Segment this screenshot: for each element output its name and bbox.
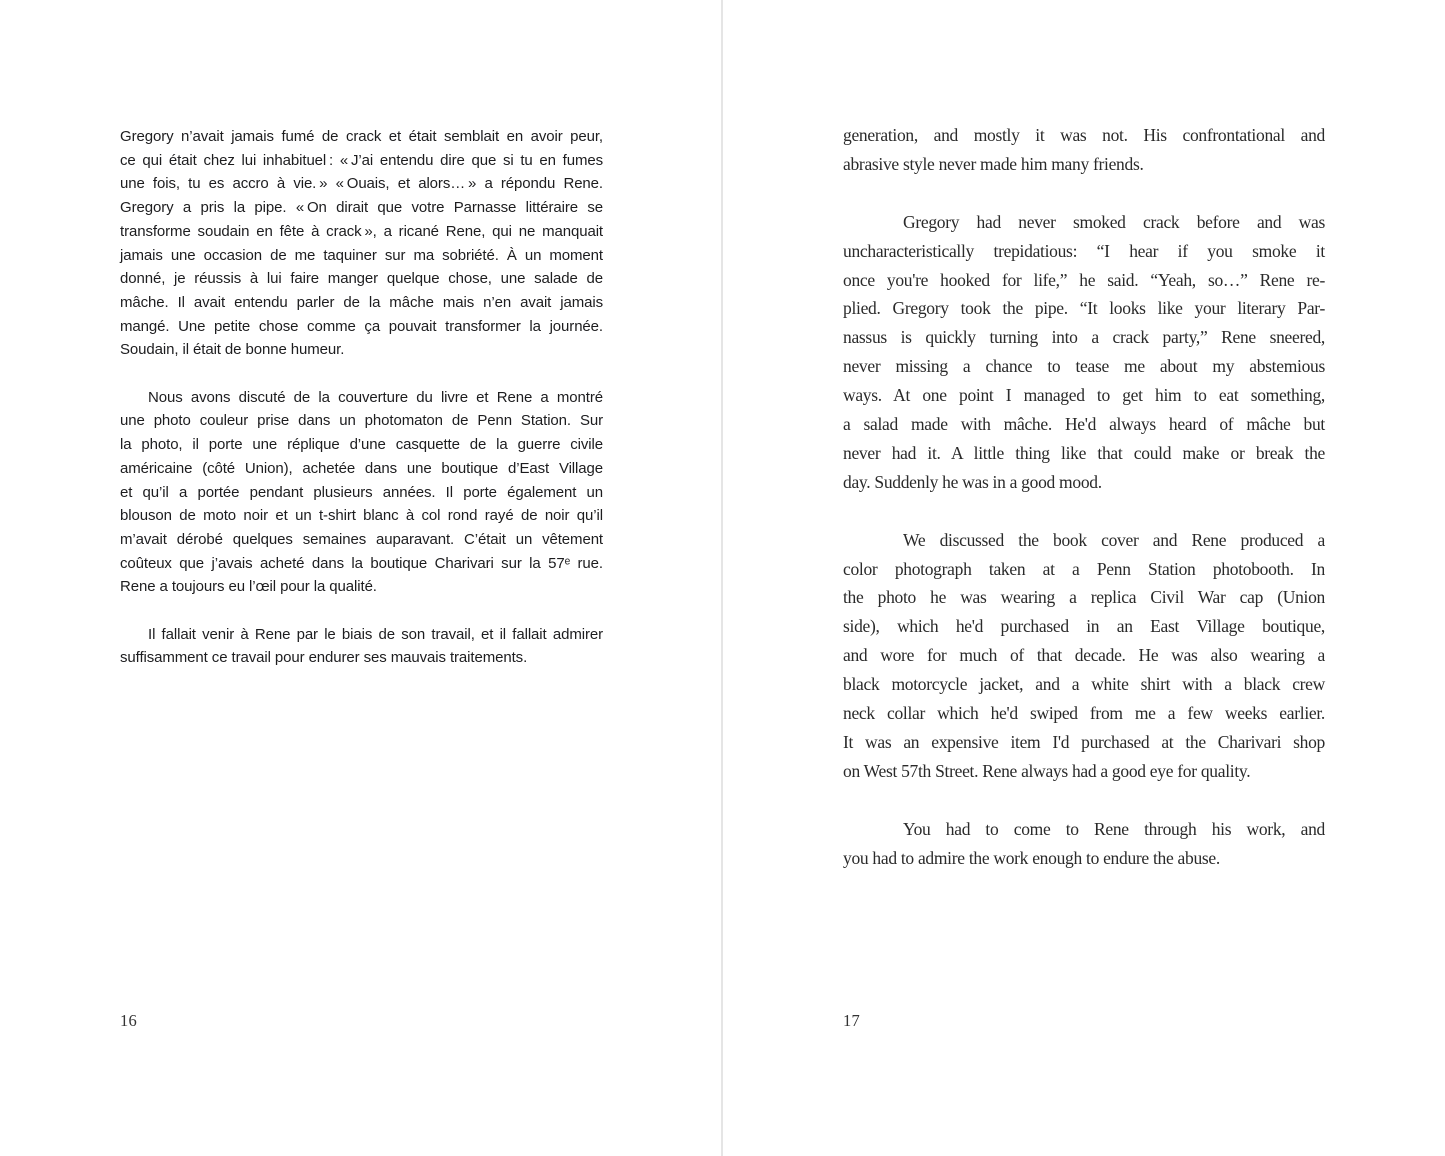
text-line: never missing a chance to tease me about my abstemious — [843, 356, 1325, 377]
text-line: neck collar which he'd swiped from me a few weeks earlier. — [843, 703, 1325, 724]
text-line: donné, je réussis à lui faire manger quelque chose, une salade de — [120, 270, 603, 288]
page-number-right: 17 — [843, 1011, 860, 1030]
text-line: Nous avons discuté de la couverture du livre et Rene a montré — [148, 388, 603, 406]
text-line: nassus is quickly turning into a crack party,” Rene sneered, — [843, 327, 1325, 348]
text-line: the photo he was wearing a replica Civil War cap (Union — [843, 587, 1325, 608]
text-line: black motorcycle jacket, and a white shirt with a black crew — [843, 674, 1325, 695]
text-line: une fois, tu es accro à vie. » « Ouais, et alors… » a répondu Rene. — [120, 175, 603, 193]
text-line: Gregory had never smoked crack before and was — [903, 211, 1325, 232]
text-line: Il fallait venir à Rene par le biais de son travail, et il fallait admirer — [148, 625, 603, 643]
paragraph — [120, 386, 603, 599]
text-line: jamais une occasion de me taquiner sur ma sobriété. À un moment — [120, 246, 603, 264]
text-line: ce qui était chez lui inhabituel : « J’ai entendu dire que si tu en fumes — [120, 151, 603, 169]
text-line: blouson de moto noir et un t-shirt blanc à col rond rayé de noir qu’il — [120, 507, 603, 525]
text-line: et qu’il a portée pendant plusieurs années. Il porte également un — [120, 483, 603, 501]
text-line: day. Suddenly he was in a good mood. — [843, 471, 1102, 492]
text-line: and wore for much of that decade. He was also wearing a — [843, 645, 1325, 666]
text-line: mangé. Une petite chose comme ça pouvait transformer la journée. — [120, 317, 603, 335]
page-number-left: 16 — [120, 1011, 137, 1030]
text-line: mâche. Il avait entendu parler de la mâche mais n’en avait jamais — [120, 293, 603, 311]
text-line: Rene a toujours eu l’œil pour la qualité. — [120, 578, 377, 596]
paragraph — [843, 526, 1325, 786]
text-line: never had it. A little thing like that could make or break the — [843, 442, 1325, 463]
text-line: It was an expensive item I'd purchased at the Charivari shop — [843, 732, 1325, 752]
text-line: color photograph taken at a Penn Station photobooth. In — [843, 558, 1325, 579]
text-line: coûteux que j’avais acheté dans la boutique Charivari sur la 57ᵉ rue. — [120, 554, 603, 572]
text-line: you had to admire the work enough to endure the abuse. — [843, 847, 1220, 868]
text-line: la photo, il porte une réplique d’une casquette de la guerre civile — [120, 436, 603, 454]
paragraph — [120, 125, 603, 362]
text-line: Gregory n’avait jamais fumé de crack et était semblait en avoir peur, — [120, 128, 603, 145]
text-line: Soudain, il était de bonne humeur. — [120, 341, 345, 359]
text-line: plied. Gregory took the pipe. “It looks like your literary Par- — [843, 298, 1325, 319]
paragraph — [843, 815, 1325, 873]
text-line: on West 57th Street. Rene always had a good eye for quality. — [843, 760, 1251, 781]
paragraph — [120, 623, 603, 670]
text-line: generation, and mostly it was not. His confrontational and — [843, 125, 1325, 145]
text-line: uncharacteristically trepidatious: “I hear if you smoke it — [843, 240, 1325, 261]
paragraph — [843, 121, 1325, 179]
text-line: We discussed the book cover and Rene produced a — [903, 529, 1325, 550]
text-line: transforme soudain en fête à crack », a ricané Rene, qui ne manquait — [120, 222, 603, 240]
paragraph — [843, 208, 1325, 497]
right-page-text-block — [843, 121, 1325, 873]
text-line: a salad made with mâche. He'd always heard of mâche but — [843, 414, 1325, 435]
text-line: You had to come to Rene through his work, and — [903, 818, 1325, 839]
text-line: abrasive style never made him many friends. — [843, 153, 1144, 174]
text-line: side), which he'd purchased in an East Village boutique, — [843, 616, 1325, 637]
text-line: une photo couleur prise dans un photomaton de Penn Station. Sur — [120, 412, 603, 430]
text-line: américaine (côté Union), achetée dans une boutique d’East Village — [120, 459, 603, 477]
text-line: m’avait dérobé quelques semaines auparavant. C’était un vêtement — [120, 530, 603, 548]
text-line: suffisamment ce travail pour endurer ses mauvais traitements. — [120, 649, 528, 667]
text-line: Gregory a pris la pipe. « On dirait que votre Parnasse littéraire se — [120, 199, 603, 217]
left-page-text-block — [120, 125, 603, 670]
text-line: ways. At one point I managed to get him to eat something, — [843, 385, 1325, 406]
page-gutter-divider — [721, 0, 723, 1156]
text-line: once you're hooked for life,” he said. “Yeah, so…” Rene re- — [843, 269, 1325, 290]
